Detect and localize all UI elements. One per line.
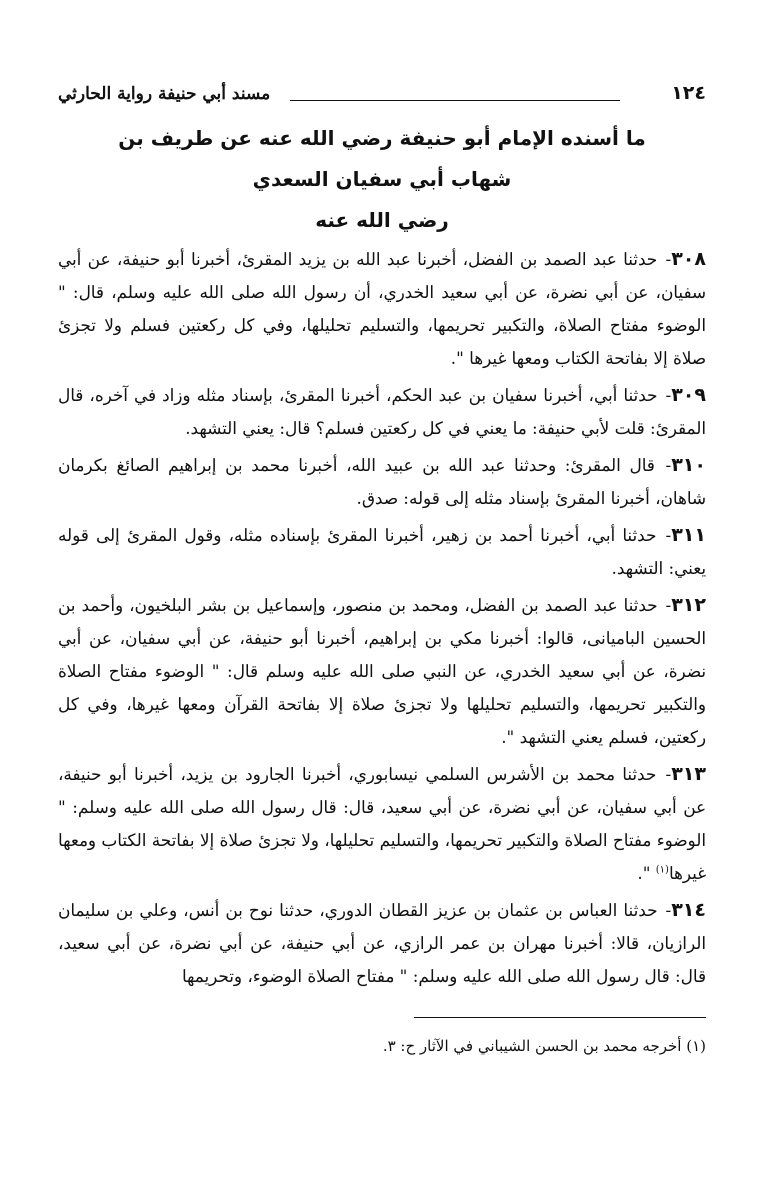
running-title: مسند أبي حنيفة رواية الحارثي xyxy=(58,84,271,104)
running-header xyxy=(58,78,706,112)
hadith-number: ٣١١ xyxy=(671,524,706,546)
hadith-text-end: ". xyxy=(637,863,656,883)
header-rule xyxy=(290,100,620,101)
chapter-heading-line: شهاب أبي سفيان السعدي xyxy=(252,167,512,191)
hadith-number: ٣٠٩ xyxy=(671,384,706,406)
hadith-text: حدثنا العباس بن عثمان بن عزيز القطان الدوري، حدثنا نوح بن أنس، وعلي بن سليمان الرازيان، قالا: أخبرنا مهران بن عمر الرازي، عن أبي حنيفة، عن أبي نضرة، عن أبي سعيد، قال: قال رسول الله صلى الله عليه وسلم: " مفتاح الصلاة الوضوء، وتحريمها xyxy=(58,900,706,986)
hadith-paragraph: ٣١٢- حدثنا عبد الصمد بن الفضل، ومحمد بن منصور، وإسماعيل بن بشر البلخيون، وأحمد بن الحسين الباميانى، قالوا: أخبرنا مكي بن إبراهيم، أخبرنا أبو حنيفة، عن أبي سفيان، عن أبي نضرة، عن أبي سعيد الخدري، عن النبي صلى الله عليه وسلم قال: " الوضوء مفتاح الصلاة والتكبير تحريمها، والتسليم تحليلها ولا تجزئ صلاة إلا بفاتحة القرآن ومعها غيرها، وفي كل ركعتين، فسلم يعني التشهد ". xyxy=(58,594,706,747)
hadith-paragraph: ٣١١- حدثنا أبي، أخبرنا أحمد بن زهير، أخبرنا المقرئ بإسناده مثله، وقول المقرئ إلى قوله يعني: التشهد. xyxy=(58,524,706,578)
hadith-paragraph: ٣١٤- حدثنا العباس بن عثمان بن عزيز القطان الدوري، حدثنا نوح بن أنس، وعلي بن سليمان الرازيان، قالا: أخبرنا مهران بن عمر الرازي، عن أبي حنيفة، عن أبي نضرة، عن أبي سعيد، قال: قال رسول الله صلى الله عليه وسلم: " مفتاح الصلاة الوضوء، وتحريمها xyxy=(58,899,706,986)
chapter-heading-line: ما أسنده الإمام أبو حنيفة رضي الله عنه عن طريف بن xyxy=(118,126,646,150)
hadith-text: حدثنا محمد بن الأشرس السلمي نيسابوري، أخبرنا الجارود بن يزيد، أخبرنا أبو حنيفة، عن أبي سفيان، عن أبي نضرة، عن أبي سعيد، قال: قال رسول الله صلى الله عليه وسلم: " الوضوء مفتاح الصلاة والتكبير تحريمها، والتسليم تحليلها، ولا تجزئ صلاة إلا بفاتحة الكتاب ومعها غيرها xyxy=(58,764,706,883)
hadith-paragraph: ٣١٠- قال المقرئ: وحدثنا عبد الله بن عبيد الله، أخبرنا محمد بن إبراهيم الصائغ بكرمان شاهان، أخبرنا المقرئ بإسناد مثله إلى قوله: صدق. xyxy=(58,454,706,508)
hadith-number: ٣١٠ xyxy=(671,454,706,476)
hadith-text: حدثنا أبي، أخبرنا سفيان بن عبد الحكم، أخبرنا المقرئ، بإسناد مثله وزاد في آخره، قال المقرئ: قلت لأبي حنيفة: ما يعني في كل ركعتين فسلم؟ قال: يعني التشهد. xyxy=(58,385,706,438)
hadith-number: ٣١٣ xyxy=(671,763,706,785)
footnote-reference[interactable]: (١) xyxy=(655,864,669,876)
hadith-number: ٣٠٨ xyxy=(671,248,706,270)
page-number: ١٢٤ xyxy=(671,82,706,104)
hadith-paragraph: ٣٠٩- حدثنا أبي، أخبرنا سفيان بن عبد الحكم، أخبرنا المقرئ، بإسناد مثله وزاد في آخره، قال المقرئ: قلت لأبي حنيفة: ما يعني في كل ركعتين فسلم؟ قال: يعني التشهد. xyxy=(58,384,706,438)
hadith-number: ٣١٤ xyxy=(671,899,706,921)
chapter-heading xyxy=(58,118,706,241)
book-page xyxy=(58,78,706,1138)
hadith-text: حدثنا عبد الصمد بن الفضل، ومحمد بن منصور، وإسماعيل بن بشر البلخيون، وأحمد بن الحسين الباميانى، قالوا: أخبرنا مكي بن إبراهيم، أخبرنا أبو حنيفة، عن أبي سفيان، عن أبي نضرة، عن أبي سعيد الخدري، عن النبي صلى الله عليه وسلم قال: " الوضوء مفتاح الصلاة والتكبير تحريمها، والتسليم تحليلها ولا تجزئ صلاة إلا بفاتحة القرآن ومعها غيرها، وفي كل ركعتين، فسلم يعني التشهد ". xyxy=(58,595,706,747)
hadith-number: ٣١٢ xyxy=(671,594,706,616)
hadith-text: قال المقرئ: وحدثنا عبد الله بن عبيد الله، أخبرنا محمد بن إبراهيم الصائغ بكرمان شاهان، أخبرنا المقرئ بإسناد مثله إلى قوله: صدق. xyxy=(58,455,706,508)
footnote-separator xyxy=(414,1017,706,1018)
footnote: (١) أخرجه محمد بن الحسن الشيباني في الآثار ح: ٣. xyxy=(382,1037,706,1055)
chapter-heading-line: رضي الله عنه xyxy=(315,208,449,232)
hadith-paragraph: ٣١٣- حدثنا محمد بن الأشرس السلمي نيسابوري، أخبرنا الجارود بن يزيد، أخبرنا أبو حنيفة، عن أبي سفيان، عن أبي نضرة، عن أبي سعيد، قال: قال رسول الله صلى الله عليه وسلم: " الوضوء مفتاح الصلاة والتكبير تحريمها، والتسليم تحليلها، ولا تجزئ صلاة إلا بفاتحة الكتاب ومعها غيرها$^{(١)}$ ". xyxy=(58,763,706,883)
hadith-paragraph: ٣٠٨- حدثنا عبد الصمد بن الفضل، أخبرنا عبد الله بن يزيد المقرئ، أخبرنا أبو حنيفة، عن أبي سفيان، عن أبي نضرة، عن أبي سعيد الخدري، أن رسول الله صلى الله عليه وسلم، قال: " الوضوء مفتاح الصلاة، والتكبير تحريمها، والتسليم تحليلها، وفي كل ركعتين فسلم ولا تجزئ صلاة إلا بفاتحة الكتاب ومعها غيرها ". xyxy=(58,248,706,368)
hadith-text: حدثنا أبي، أخبرنا أحمد بن زهير، أخبرنا المقرئ بإسناده مثله، وقول المقرئ إلى قوله يعني: التشهد. xyxy=(58,525,706,578)
hadith-text: حدثنا عبد الصمد بن الفضل، أخبرنا عبد الله بن يزيد المقرئ، أخبرنا أبو حنيفة، عن أبي سفيان، عن أبي نضرة، عن أبي سعيد الخدري، أن رسول الله صلى الله عليه وسلم، قال: " الوضوء مفتاح الصلاة، والتكبير تحريمها، والتسليم تحليلها، وفي كل ركعتين فسلم ولا تجزئ صلاة إلا بفاتحة الكتاب ومعها غيرها ". xyxy=(58,249,706,368)
